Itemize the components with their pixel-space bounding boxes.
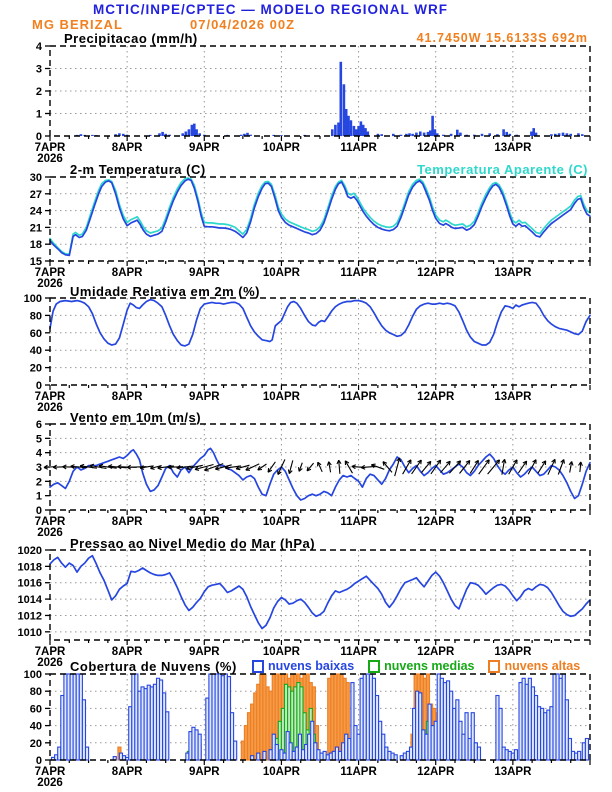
legend-item-nuvens-altas	[488, 659, 580, 673]
svg-text:1012: 1012	[17, 610, 42, 623]
svg-text:8APR: 8APR	[111, 766, 143, 778]
svg-text:1016: 1016	[17, 577, 42, 590]
svg-text:60: 60	[29, 327, 42, 340]
legend-label-nuvens-baixas: nuvens baixas	[268, 659, 355, 673]
location-coordinates-label: 41.7450W 15.6133S 692m	[416, 31, 588, 45]
svg-text:10APR: 10APR	[262, 766, 300, 778]
svg-text:13APR: 13APR	[494, 516, 532, 528]
svg-text:9APR: 9APR	[188, 646, 220, 658]
svg-text:13APR: 13APR	[494, 766, 532, 778]
svg-text:60: 60	[29, 703, 42, 716]
svg-text:7APR: 7APR	[34, 646, 66, 658]
svg-text:2: 2	[35, 86, 42, 98]
panel-title-precipitation: Precipitacao (mm/h)	[64, 31, 198, 46]
svg-text:3: 3	[35, 63, 42, 76]
svg-text:2026: 2026	[37, 278, 63, 290]
svg-text:10APR: 10APR	[262, 391, 300, 403]
svg-text:2026: 2026	[37, 657, 63, 669]
legend-box-nuvens-medias-icon	[368, 660, 380, 673]
svg-text:100: 100	[23, 293, 42, 305]
legend-temperatura-aparente: Temperatura Aparente (C)	[417, 162, 588, 177]
svg-text:6: 6	[35, 419, 42, 431]
svg-text:9APR: 9APR	[188, 142, 220, 154]
svg-text:4: 4	[35, 447, 42, 460]
svg-text:80: 80	[29, 686, 42, 699]
svg-text:2026: 2026	[37, 402, 63, 414]
svg-text:10APR: 10APR	[262, 142, 300, 154]
legend-label-nuvens-medias: nuvens medias	[384, 659, 475, 673]
svg-text:12APR: 12APR	[417, 516, 455, 528]
svg-text:3: 3	[35, 462, 42, 474]
svg-text:0: 0	[35, 505, 42, 517]
svg-text:0: 0	[35, 131, 42, 143]
svg-text:12APR: 12APR	[417, 391, 455, 403]
svg-text:7APR: 7APR	[34, 766, 66, 778]
svg-text:40: 40	[29, 720, 42, 733]
svg-text:30: 30	[29, 172, 42, 184]
svg-text:11APR: 11APR	[340, 646, 377, 658]
panel-title-pressure: Pressao ao Nivel Medio do Mar (hPa)	[70, 536, 316, 551]
svg-text:13APR: 13APR	[494, 391, 532, 403]
svg-text:21: 21	[29, 222, 42, 235]
legend-label-nuvens-altas: nuvens altas	[504, 659, 581, 673]
cloud-legend	[252, 659, 580, 673]
svg-text:2026: 2026	[37, 153, 63, 165]
svg-text:11APR: 11APR	[340, 766, 377, 778]
svg-text:1: 1	[35, 490, 42, 503]
svg-text:12APR: 12APR	[417, 646, 455, 658]
legend-item-nuvens-medias	[368, 659, 474, 673]
svg-text:13APR: 13APR	[494, 142, 532, 154]
svg-text:20: 20	[29, 737, 42, 750]
svg-text:9APR: 9APR	[188, 267, 220, 279]
svg-text:0: 0	[35, 380, 42, 392]
svg-text:0: 0	[35, 755, 42, 767]
svg-text:8APR: 8APR	[111, 516, 143, 528]
legend-item-nuvens-baixas	[252, 659, 354, 673]
svg-text:10APR: 10APR	[262, 516, 300, 528]
run-timestamp-label: 07/04/2026 00Z	[190, 17, 296, 32]
station-label: MG BERIZAL	[32, 17, 123, 32]
svg-text:80: 80	[29, 310, 42, 323]
svg-text:1020: 1020	[17, 545, 42, 557]
svg-text:10APR: 10APR	[262, 267, 300, 279]
svg-text:10APR: 10APR	[262, 646, 300, 658]
legend-box-nuvens-altas-icon	[488, 660, 500, 673]
svg-text:18: 18	[29, 239, 42, 252]
svg-text:12APR: 12APR	[417, 267, 455, 279]
svg-text:27: 27	[29, 188, 42, 201]
svg-text:9APR: 9APR	[188, 766, 220, 778]
svg-text:11APR: 11APR	[340, 142, 377, 154]
svg-text:7APR: 7APR	[34, 391, 66, 403]
svg-text:20: 20	[29, 362, 42, 375]
svg-text:13APR: 13APR	[494, 267, 532, 279]
svg-text:13APR: 13APR	[494, 646, 532, 658]
svg-text:8APR: 8APR	[111, 267, 143, 279]
svg-text:11APR: 11APR	[340, 516, 377, 528]
svg-text:8APR: 8APR	[111, 142, 143, 154]
svg-text:11APR: 11APR	[340, 391, 377, 403]
svg-text:1: 1	[35, 108, 42, 121]
svg-text:2: 2	[35, 476, 42, 489]
panel-title-humidity: Umidade Relativa em 2m (%)	[70, 284, 261, 299]
panel-title-temperature: 2-m Temperatura (C)	[70, 162, 206, 177]
svg-text:1010: 1010	[17, 626, 42, 639]
panel-title-wind: Vento em 10m (m/s)	[70, 410, 202, 425]
main-title: MCTIC/INPE/CPTEC — MODELO REGIONAL WRF	[93, 2, 448, 17]
svg-text:7APR: 7APR	[34, 267, 66, 279]
svg-text:5: 5	[35, 433, 42, 446]
svg-text:1018: 1018	[17, 561, 42, 574]
svg-text:100: 100	[23, 669, 42, 681]
svg-text:2026: 2026	[37, 527, 63, 539]
svg-text:24: 24	[29, 205, 42, 218]
svg-text:11APR: 11APR	[340, 267, 377, 279]
svg-text:15: 15	[29, 256, 42, 268]
svg-text:1014: 1014	[17, 594, 42, 607]
svg-text:4: 4	[35, 41, 42, 53]
svg-text:8APR: 8APR	[111, 646, 143, 658]
svg-text:7APR: 7APR	[34, 516, 66, 528]
panel-title-clouds: Cobertura de Nuvens (%)	[70, 659, 237, 674]
svg-text:40: 40	[29, 345, 42, 358]
svg-text:12APR: 12APR	[417, 766, 455, 778]
svg-text:9APR: 9APR	[188, 516, 220, 528]
svg-text:2026: 2026	[37, 777, 63, 789]
svg-text:12APR: 12APR	[417, 142, 455, 154]
svg-text:8APR: 8APR	[111, 391, 143, 403]
svg-text:9APR: 9APR	[188, 391, 220, 403]
legend-box-nuvens-baixas-icon	[252, 660, 264, 673]
svg-text:7APR: 7APR	[34, 142, 66, 154]
